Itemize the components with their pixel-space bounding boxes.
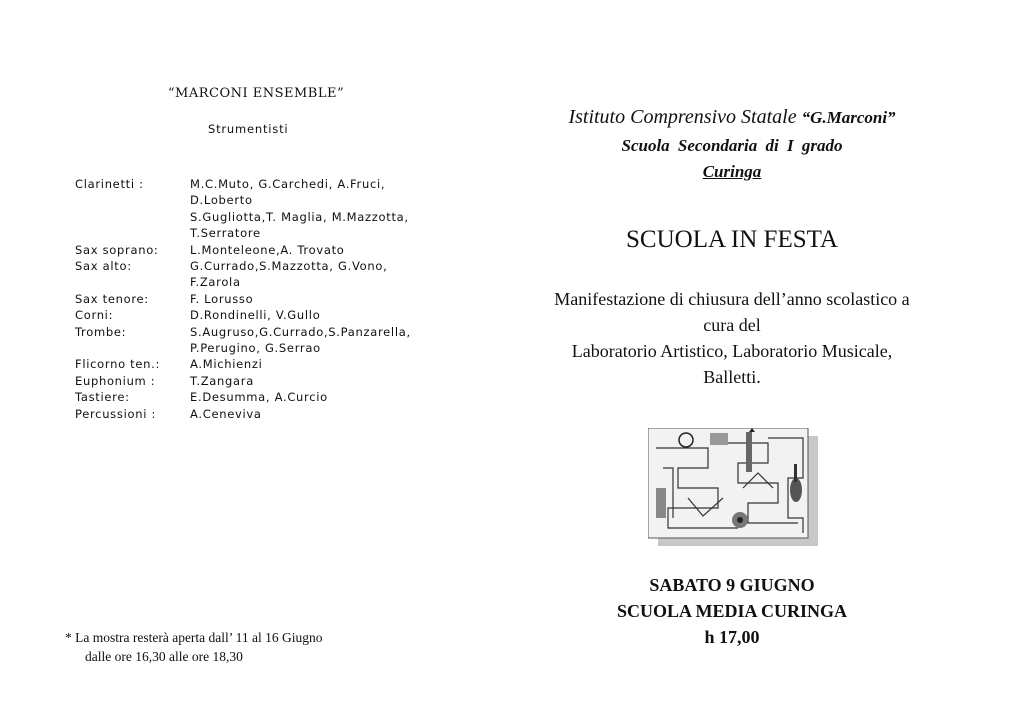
musician-names-line: T.Zangara	[190, 373, 254, 388]
musician-names-line: A.Ceneviva	[190, 406, 262, 421]
musicians-heading: Strumentisti	[208, 122, 289, 136]
headline: SCUOLA IN FESTA	[626, 226, 838, 253]
instrument-label: Percussioni :	[75, 406, 157, 421]
institute-prefix: Istituto Comprensivo Statale	[568, 106, 802, 128]
musician-names-line: G.Currado,S.Mazzotta, G.Vono,	[190, 259, 388, 274]
musician-names-line: S.Gugliotta,T. Maglia, M.Mazzotta,	[190, 209, 409, 224]
musician-names-line: A.Michienzi	[190, 357, 263, 372]
town-name: Curinga	[702, 162, 762, 181]
event-day: SABATO 9 GIUGNO	[649, 575, 815, 595]
roster-row	[75, 307, 495, 323]
musician-names-line: T.Serratore	[190, 226, 261, 241]
roster-row	[75, 291, 495, 307]
school-name: Scuola Secondaria di I grado	[621, 136, 843, 155]
roster-row	[75, 406, 495, 422]
exhibition-note	[65, 628, 323, 666]
musician-names	[190, 356, 495, 372]
description-line: Laboratorio Artistico, Laboratorio Musicale,	[571, 341, 893, 361]
exhibition-note-dates: * La mostra resterà aperta dall’ 11 al 16 Giugno	[65, 630, 323, 645]
roster-row	[75, 356, 495, 372]
musicians-roster	[75, 176, 495, 422]
roster-row	[75, 324, 495, 357]
musician-names-line: D.Rondinelli, V.Gullo	[190, 308, 321, 323]
musician-names-line: L.Monteleone,A. Trovato	[190, 242, 345, 257]
roster-row	[75, 258, 495, 291]
instrument-label: Trombe:	[75, 324, 127, 339]
event-info	[512, 572, 952, 650]
instrument-label: Sax tenore:	[75, 291, 149, 306]
musician-names-line: E.Desumma, A.Curcio	[190, 390, 328, 405]
musician-names	[190, 373, 495, 389]
musician-names	[190, 389, 495, 405]
description-line: Manifestazione di chiusura dell’anno scolastico a	[554, 289, 910, 309]
musician-names-line: S.Augruso,G.Currado,S.Panzarella,	[190, 324, 411, 339]
institute-name: “G.Marconi”	[801, 108, 896, 127]
event-time: h 17,00	[704, 627, 760, 647]
description-line: Balletti.	[703, 367, 761, 387]
instrument-label: Tastiere:	[75, 390, 130, 405]
musician-names	[190, 258, 495, 291]
event-description	[512, 286, 952, 390]
musician-names	[190, 242, 495, 258]
instrument-label: Sax alto:	[75, 259, 132, 274]
right-panel	[512, 0, 1024, 724]
musician-names	[190, 307, 495, 323]
musician-names	[190, 406, 495, 422]
ensemble-title: “MARCONI ENSEMBLE”	[167, 86, 345, 101]
musician-names	[190, 291, 495, 307]
musician-names-line: D.Loberto	[190, 193, 253, 208]
institute-title	[512, 106, 952, 129]
event-place: SCUOLA MEDIA CURINGA	[616, 601, 848, 621]
musician-names-line: M.C.Muto, G.Carchedi, A.Fruci,	[190, 177, 386, 191]
instrument-label: Flicorno ten.:	[75, 357, 161, 372]
musician-names-line: F. Lorusso	[190, 291, 254, 306]
musician-names-line: P.Perugino, G.Serrao	[190, 341, 321, 356]
instrument-label: Clarinetti :	[75, 177, 144, 191]
musician-names	[190, 324, 495, 357]
roster-row	[75, 176, 495, 242]
description-line: cura del	[703, 315, 761, 335]
roster-row	[75, 389, 495, 405]
roster-row	[75, 373, 495, 389]
instrument-label: Sax soprano:	[75, 242, 159, 257]
roster-row	[75, 242, 495, 258]
exhibition-note-hours: dalle ore 16,30 alle ore 18,30	[85, 649, 243, 664]
artwork-image	[648, 428, 818, 546]
instrument-label: Euphonium :	[75, 373, 156, 388]
instrument-label: Corni:	[75, 308, 114, 323]
musician-names-line: F.Zarola	[190, 275, 241, 290]
musician-names	[190, 176, 495, 242]
